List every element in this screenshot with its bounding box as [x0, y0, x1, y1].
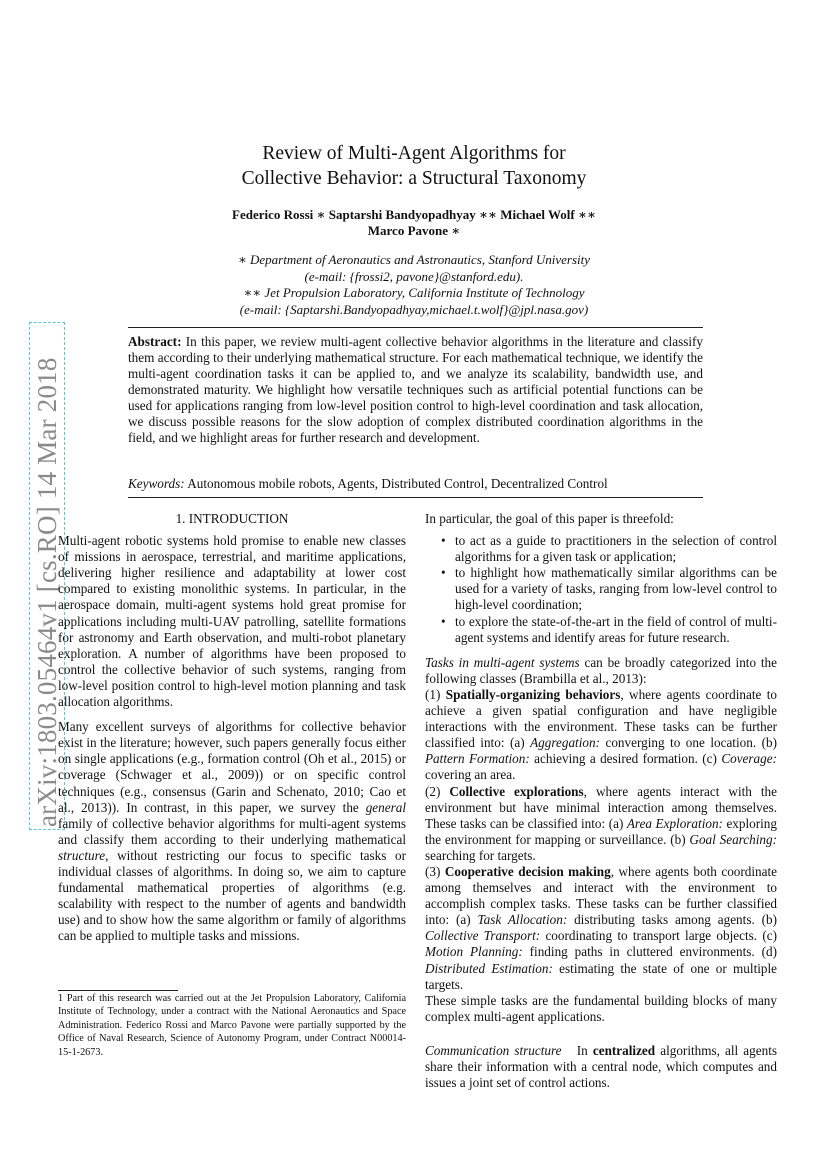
- authors-line-2: Marco Pavone ∗: [367, 223, 461, 238]
- list-item: • to act as a guide to practitioners in the selection of control algorithms for a given task or application;: [425, 533, 777, 565]
- abstract-text: In this paper, we review multi-agent collective behavior algorithms in the literature and classify them according to their underlying mathematical structure. For each mathematical technique, we identify the multi-agent coordination tasks it can be applied to, and we analyze its scalability, bandwidth use, and demonstrated maturity. We highlight how versatile techniques such as artificial potential functions can be used for applications ranging from low-level position control to high-level coordination and task allocation, we discuss possible reasons for the slow adoption of complex distributed coordination algorithms in the field, and we highlight areas for further research and development.: [128, 334, 703, 445]
- abstract-block: [128, 334, 703, 446]
- goal-list: [425, 533, 777, 646]
- footnote: 1 Part of this research was carried out at the Jet Propulsion Laboratory, California Institute of Technology, under a contract with the National Aeronautics and Space Administration. Federico Rossi and Marco Pavone were partially supported by the Office of Naval Research, Science of Autonomy Program, under Contract N00014-15-1-2673.: [58, 993, 406, 1058]
- left-column: [58, 511, 406, 953]
- goal-intro: In particular, the goal of this paper is threefold:: [425, 511, 674, 526]
- intro-paragraph-1: Multi-agent robotic systems hold promise to enable new classes of missions in aerospace, terrestrial, and maritime applications, delivering higher resilience and adaptability at lower cost compared to existing monolithic systems. In particular, in the aerospace domain, multi-agent systems hold great promise for applications including multi-UAV patrolling, satellite formations for astronomy and Earth observation, and multi-robot planetary exploration. A number of algorithms have been proposed to control the collective behavior of such systems, ranging from low-level position control to high-level motion planning and task allocation algorithms.: [58, 533, 406, 710]
- authors-line-1: Federico Rossi ∗ Saptarshi Bandyopadhyay ∗∗ Michael Wolf ∗∗: [232, 207, 596, 222]
- class-2-paragraph: (2) Collective explorations, where agents interact with the environment but have minimal interaction among themselves. These tasks can be classified into: (a) Area Exploration: exploring the environment for mapping or surveillance. (b) Goal Searching: searching for targets.: [425, 783, 777, 863]
- affiliation-line-2: (e-mail: {frossi2, pavone}@stanford.edu).: [304, 268, 524, 284]
- arxiv-identifier: arXiv:1803.05464v1 [cs.RO] 14 Mar 2018: [32, 325, 62, 827]
- affiliation-line-3: ∗∗ Jet Propulsion Laboratory, California Institute of Technology: [243, 285, 585, 300]
- affiliations: [150, 252, 678, 318]
- right-column: [425, 511, 777, 1091]
- class-3-paragraph: (3) Cooperative decision making, where agents both coordinate among themselves and interact with the environment to accomplish complex tasks. These tasks can be further classified into: (a) Task Allocation: distributing tasks among agents. (b) Collective Transport: coordinating to transport large objects. (c) Motion Planning: finding paths in cluttered environments. (d) Distributed Estimation: estimating the state of one or multiple targets.: [425, 863, 778, 992]
- paper-title: [150, 141, 678, 191]
- intro-paragraph-2: Many excellent surveys of algorithms for collective behavior exist in the literature; however, such papers generally focus either on single applications (e.g., formation control (Oh et al., 2015) or coverage (Schwager et al., 2009)) or on specific control techniques (e.g., consensus (Garin and Schenato, 2010; Cao et al., 2013)). In contrast, in this paper, we survey the general family of collective behavior algorithms for multi-agent systems and classify them according to their underlying mathematical structure, without restricting our focus to specific tasks or individual classes of algorithms. In doing so, we aim to capture fundamental mathematical properties of algorithms (e.g. scalability with respect to the number of agents and bandwidth use) and to show how the same algorithm or family of algorithms can be applied to multiple tasks and missions.: [58, 719, 406, 944]
- keywords-label: Keywords:: [128, 476, 185, 491]
- keywords-block: [128, 476, 703, 492]
- list-item: • to explore the state-of-the-art in the field of control of multi-agent systems and identify areas for future research.: [425, 614, 777, 646]
- abstract-top-rule: [128, 327, 703, 328]
- list-item: • to highlight how mathematically similar algorithms can be used for a variety of tasks, ranging from low-level control to high-level coordination;: [425, 565, 777, 613]
- abstract-bottom-rule: [128, 497, 703, 498]
- communication-paragraph: Communication structure In centralized algorithms, all agents share their information with a central node, which computes and issues a joint set of control actions.: [425, 1042, 777, 1091]
- keywords-text: Autonomous mobile robots, Agents, Distributed Control, Decentralized Control: [184, 476, 608, 491]
- section-heading: 1. INTRODUCTION: [175, 511, 289, 526]
- affiliation-line-1: ∗ Department of Aeronautics and Astronautics, Stanford University: [237, 252, 591, 267]
- abstract-label: Abstract:: [128, 334, 182, 349]
- class-1-paragraph: (1) Spatially-organizing behaviors, where agents coordinate to achieve a given spatial configuration and have negligible interactions with the environment. These tasks can be further classified into: (a) Aggregation: converging to one location. (b) Pattern Formation: achieving a desired formation. (c) Coverage: covering an area.: [425, 686, 777, 783]
- affiliation-line-4: (e-mail: {Saptarshi.Bandyopadhyay,michael.t.wolf}@jpl.nasa.gov): [239, 301, 589, 317]
- title-line-1: Review of Multi-Agent Algorithms for: [262, 143, 566, 164]
- author-list: [150, 207, 678, 239]
- arxiv-sidebar: [12, 325, 62, 827]
- summary-paragraph: These simple tasks are the fundamental building blocks of many complex multi-agent applications.: [425, 992, 777, 1024]
- footnote-rule: [58, 990, 178, 991]
- tasks-paragraph: Tasks in multi-agent systems can be broadly categorized into the following classes (Brambilla et al., 2013):: [425, 654, 777, 686]
- title-line-2: Collective Behavior: a Structural Taxonomy: [241, 168, 587, 189]
